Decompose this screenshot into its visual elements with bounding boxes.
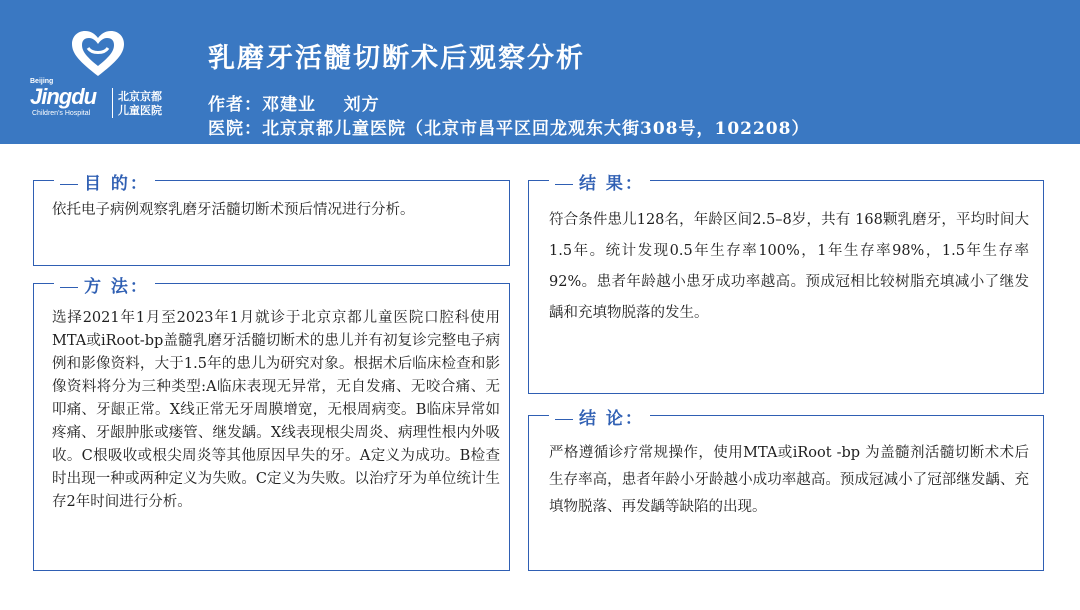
heart-logo-icon [70,30,126,78]
page-title: 乳磨牙活髓切断术后观察分析 [208,43,585,74]
result-text: 符合条件患儿128名，年龄区间2.5–8岁，共有 168颗乳磨牙，平均时间大1.5年。统计发现0.5年生存率100%，1年生存率98%，1.5年生存率92%。患者年龄越小患牙成功率越高。预成冠相比较树脂充填减小了继发龋和充填物脱落的发生。 [549,212,1029,321]
logo-subtitle: Children's Hospital [32,110,91,117]
logo-cn-line2: 儿童医院 [118,104,162,117]
header-banner [0,0,1080,144]
conclusion-label [549,404,650,429]
conclusion-text: 严格遵循诊疗常规操作，使用MTA或iRoot -bp 为盖髓剂活髓切断术术后生存率高，患者年龄小牙龄越小成功率越高。预成冠减小了冠部继发龋、充填物脱落、再发龋等缺陷的出现。 [549,445,1029,515]
conclusion-panel [528,409,1044,571]
method-label-text: 方 法： [84,277,149,297]
method-panel [33,277,510,571]
logo-divider [112,88,113,118]
logo-cn-name [118,90,178,118]
label-dash [60,184,78,185]
logo-cn-line1: 北京京都 [118,90,162,103]
logo-wordmark: Jingdu [30,84,97,109]
hospital-logo [30,30,180,125]
purpose-text: 依托电子病例观察乳磨牙活髓切断术预后情况进行分析。 [52,202,415,218]
label-dash [555,419,573,420]
authors-line: 作者：邓建业 刘方 [208,95,380,115]
purpose-label [54,169,155,194]
result-label-text: 结 果： [579,174,644,194]
purpose-panel [33,174,510,266]
label-dash [555,184,573,185]
method-label [54,272,155,297]
purpose-label-text: 目 的： [84,174,149,194]
hospital-line: 医院：北京京都儿童医院（北京市昌平区回龙观东大街308号，102208） [208,119,810,139]
method-text: 选择2021年1月至2023年1月就诊于北京京都儿童医院口腔科使用MTA或iRoot-bp盖髓乳磨牙活髓切断术的患儿并有初复诊完整电子病例和影像资料，大于1.5年的患儿为研究对象。根据术后临床检查和影像资料将分为三种类型:A临床表现无异常，无自发痛、无咬合痛、无叩痛、牙龈正常。X线正常无牙周膜增宽，无根周病变。B临床异常如疼痛、牙龈肿胀或瘘管、继发龋。X线表现根尖周炎、病理性根内外吸收。C根吸收或根尖周炎等其他原因早失的牙。A定义为成功。B检查时出现一种或两种定义为失败。C定义为失败。以治疗牙为单位统计生存2年时间进行分析。 [52,310,500,510]
result-label [549,169,650,194]
label-dash [60,287,78,288]
logo-beijing-text: Beijing [30,78,54,85]
conclusion-label-text: 结 论： [579,409,644,429]
result-panel [528,174,1044,394]
